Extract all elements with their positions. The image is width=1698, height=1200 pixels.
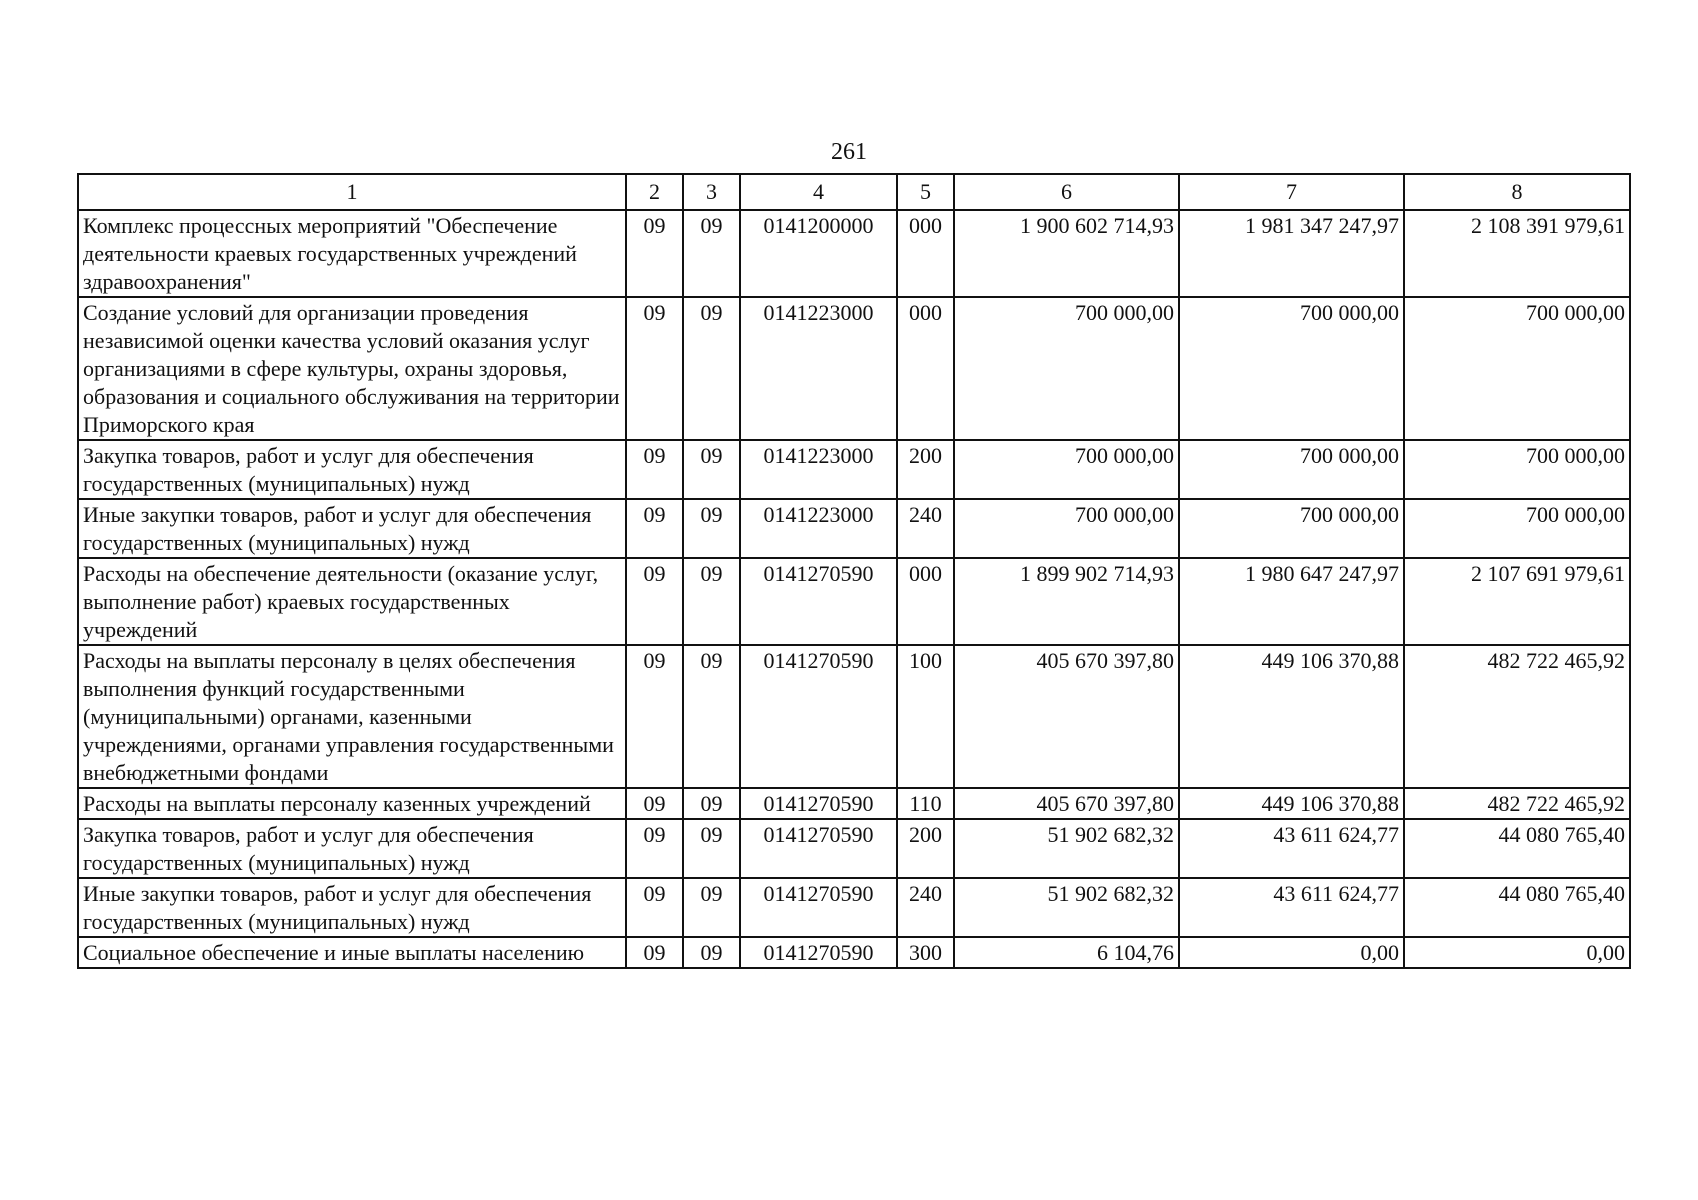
- row-section-code: 09: [626, 819, 683, 878]
- row-expense-type-code: 100: [897, 645, 954, 788]
- row-section-code: 09: [626, 878, 683, 937]
- row-section-code: 09: [626, 937, 683, 968]
- column-header: 6: [954, 174, 1179, 210]
- table-row: [78, 788, 1630, 819]
- row-target-code: 0141270590: [740, 558, 897, 645]
- row-subsection-code: 09: [683, 937, 740, 968]
- row-section-code: 09: [626, 297, 683, 440]
- table-row: [78, 499, 1630, 558]
- row-subsection-code: 09: [683, 788, 740, 819]
- row-amount-col7: 700 000,00: [1179, 440, 1404, 499]
- row-target-code: 0141223000: [740, 440, 897, 499]
- column-header: 5: [897, 174, 954, 210]
- column-header: 2: [626, 174, 683, 210]
- row-expense-type-code: 240: [897, 499, 954, 558]
- row-expense-type-code: 200: [897, 819, 954, 878]
- row-amount-col8: 700 000,00: [1404, 440, 1630, 499]
- table-row: [78, 878, 1630, 937]
- row-amount-col6: 405 670 397,80: [954, 645, 1179, 788]
- row-subsection-code: 09: [683, 819, 740, 878]
- row-amount-col6: 51 902 682,32: [954, 878, 1179, 937]
- row-expense-type-code: 000: [897, 558, 954, 645]
- row-subsection-code: 09: [683, 297, 740, 440]
- table-row: [78, 819, 1630, 878]
- row-target-code: 0141200000: [740, 210, 897, 297]
- row-subsection-code: 09: [683, 210, 740, 297]
- row-amount-col8: 2 107 691 979,61: [1404, 558, 1630, 645]
- row-target-code: 0141270590: [740, 788, 897, 819]
- row-name: Расходы на выплаты персоналу казенных учреждений: [78, 788, 626, 819]
- row-expense-type-code: 000: [897, 297, 954, 440]
- row-amount-col6: 51 902 682,32: [954, 819, 1179, 878]
- budget-table: [77, 173, 1631, 969]
- row-expense-type-code: 000: [897, 210, 954, 297]
- row-name: Расходы на обеспечение деятельности (оказание услуг, выполнение работ) краевых государственных учреждений: [78, 558, 626, 645]
- column-header: 3: [683, 174, 740, 210]
- table-row: [78, 440, 1630, 499]
- column-header: 1: [78, 174, 626, 210]
- row-section-code: 09: [626, 558, 683, 645]
- row-subsection-code: 09: [683, 499, 740, 558]
- row-amount-col7: 43 611 624,77: [1179, 878, 1404, 937]
- row-amount-col7: 700 000,00: [1179, 499, 1404, 558]
- row-target-code: 0141270590: [740, 819, 897, 878]
- row-expense-type-code: 200: [897, 440, 954, 499]
- row-amount-col8: 2 108 391 979,61: [1404, 210, 1630, 297]
- row-amount-col8: 700 000,00: [1404, 499, 1630, 558]
- row-name: Иные закупки товаров, работ и услуг для обеспечения государственных (муниципальных) нужд: [78, 878, 626, 937]
- table-row: [78, 210, 1630, 297]
- row-subsection-code: 09: [683, 645, 740, 788]
- table-row: [78, 558, 1630, 645]
- row-amount-col6: 405 670 397,80: [954, 788, 1179, 819]
- row-subsection-code: 09: [683, 558, 740, 645]
- row-section-code: 09: [626, 788, 683, 819]
- row-expense-type-code: 300: [897, 937, 954, 968]
- row-name: Расходы на выплаты персоналу в целях обеспечения выполнения функций государственными (муниципальными) органами, казенными учреждениями, органами управления государственными внебюджетными фондами: [78, 645, 626, 788]
- row-name: Закупка товаров, работ и услуг для обеспечения государственных (муниципальных) нужд: [78, 440, 626, 499]
- row-target-code: 0141270590: [740, 878, 897, 937]
- row-amount-col8: 700 000,00: [1404, 297, 1630, 440]
- row-amount-col7: 449 106 370,88: [1179, 645, 1404, 788]
- row-amount-col8: 44 080 765,40: [1404, 878, 1630, 937]
- row-expense-type-code: 240: [897, 878, 954, 937]
- row-amount-col8: 482 722 465,92: [1404, 645, 1630, 788]
- row-subsection-code: 09: [683, 878, 740, 937]
- row-amount-col8: 44 080 765,40: [1404, 819, 1630, 878]
- column-header: 8: [1404, 174, 1630, 210]
- row-amount-col7: 449 106 370,88: [1179, 788, 1404, 819]
- row-amount-col7: 43 611 624,77: [1179, 819, 1404, 878]
- row-name: Комплекс процессных мероприятий "Обеспечение деятельности краевых государственных учреждений здравоохранения": [78, 210, 626, 297]
- row-amount-col7: 0,00: [1179, 937, 1404, 968]
- row-target-code: 0141270590: [740, 937, 897, 968]
- row-expense-type-code: 110: [897, 788, 954, 819]
- table-row: [78, 645, 1630, 788]
- row-amount-col8: 0,00: [1404, 937, 1630, 968]
- row-name: Создание условий для организации проведения независимой оценки качества условий оказания услуг организациями в сфере культуры, охраны здоровья, образования и социального обслуживания на территории Приморского края: [78, 297, 626, 440]
- row-section-code: 09: [626, 645, 683, 788]
- row-amount-col7: 1 980 647 247,97: [1179, 558, 1404, 645]
- table-row: [78, 937, 1630, 968]
- header-row: [78, 174, 1630, 210]
- row-amount-col6: 6 104,76: [954, 937, 1179, 968]
- row-subsection-code: 09: [683, 440, 740, 499]
- row-amount-col6: 700 000,00: [954, 499, 1179, 558]
- column-header: 4: [740, 174, 897, 210]
- row-amount-col8: 482 722 465,92: [1404, 788, 1630, 819]
- row-name: Закупка товаров, работ и услуг для обеспечения государственных (муниципальных) нужд: [78, 819, 626, 878]
- row-amount-col6: 700 000,00: [954, 297, 1179, 440]
- row-target-code: 0141270590: [740, 645, 897, 788]
- row-amount-col6: 1 899 902 714,93: [954, 558, 1179, 645]
- row-target-code: 0141223000: [740, 297, 897, 440]
- row-amount-col6: 700 000,00: [954, 440, 1179, 499]
- row-target-code: 0141223000: [740, 499, 897, 558]
- row-amount-col7: 700 000,00: [1179, 297, 1404, 440]
- row-name: Иные закупки товаров, работ и услуг для обеспечения государственных (муниципальных) нужд: [78, 499, 626, 558]
- column-header: 7: [1179, 174, 1404, 210]
- table-row: [78, 297, 1630, 440]
- row-amount-col7: 1 981 347 247,97: [1179, 210, 1404, 297]
- row-section-code: 09: [626, 499, 683, 558]
- row-name: Социальное обеспечение и иные выплаты населению: [78, 937, 626, 968]
- row-section-code: 09: [626, 210, 683, 297]
- page-number: 261: [831, 139, 867, 165]
- row-section-code: 09: [626, 440, 683, 499]
- row-amount-col6: 1 900 602 714,93: [954, 210, 1179, 297]
